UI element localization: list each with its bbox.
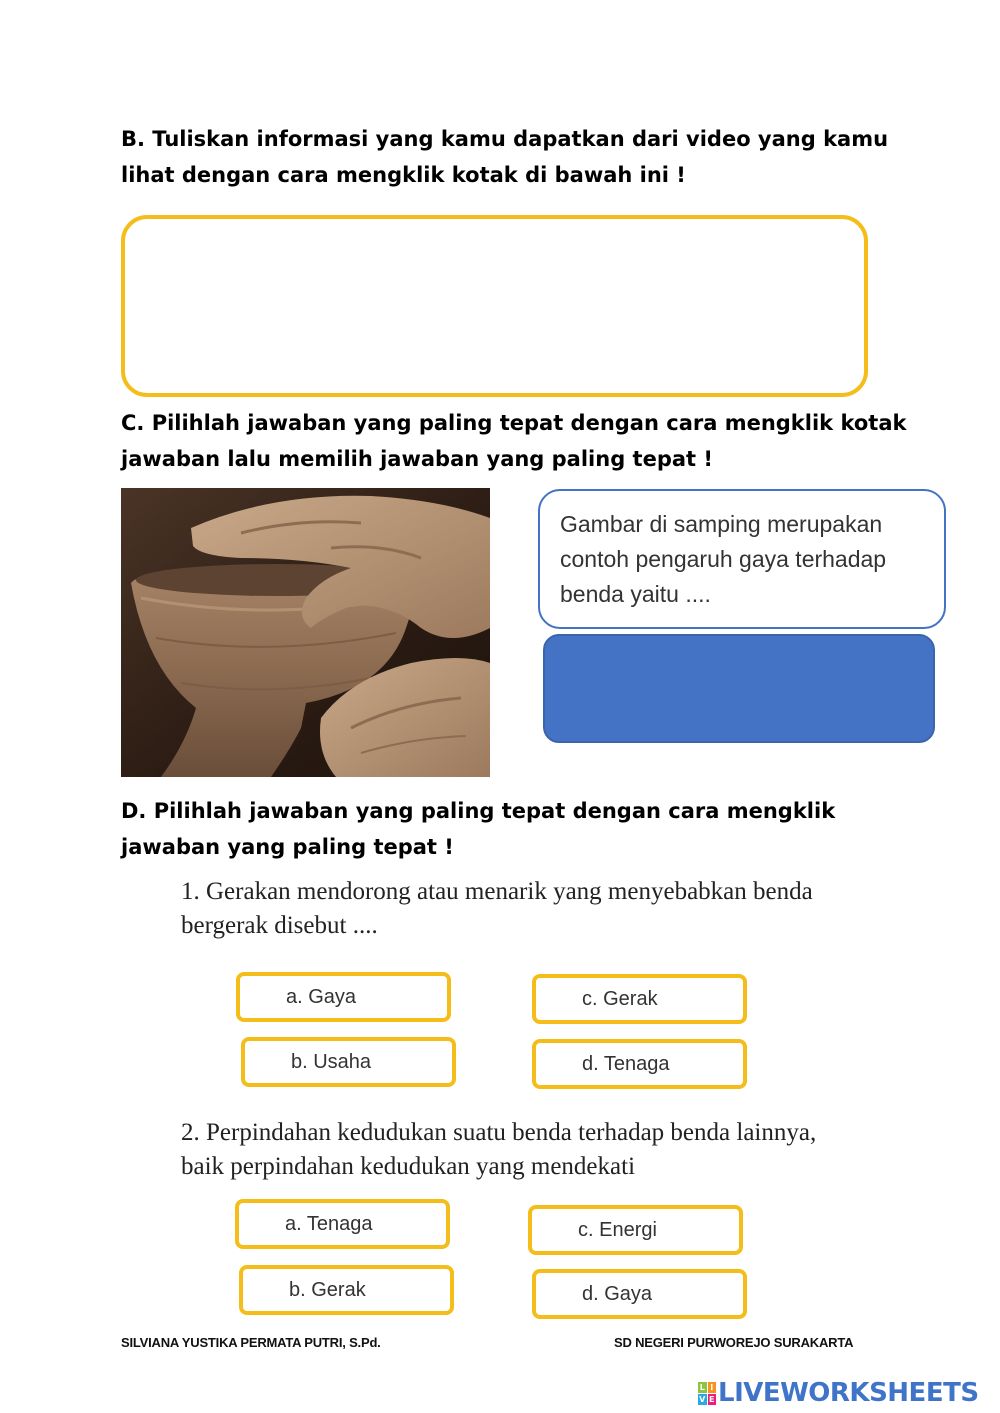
logo-letter-i: I (708, 1382, 717, 1393)
video-info-textbox[interactable] (121, 215, 868, 397)
section-d-heading-line2: jawaban yang paling tepat ! (121, 835, 454, 859)
question-1-line2: bergerak disebut .... (181, 912, 378, 939)
question-2-line1: 2. Perpindahan kedudukan suatu benda terhadap benda lainnya, (181, 1119, 817, 1146)
pottery-image (121, 488, 490, 777)
section-d-heading (121, 793, 835, 865)
question-1-line1: 1. Gerakan mendorong atau menarik yang menyebabkan benda (181, 878, 813, 905)
q2-option-c[interactable]: c. Energi (528, 1205, 743, 1255)
section-c-heading (121, 405, 906, 477)
logo-mark-icon (698, 1382, 716, 1404)
q1-option-a[interactable]: a. Gaya (236, 972, 451, 1022)
answer-dropdown[interactable] (543, 634, 935, 743)
footer-author: SILVIANA YUSTIKA PERMATA PUTRI, S.Pd. (121, 1335, 381, 1350)
section-b-heading-line1: B. Tuliskan informasi yang kamu dapatkan dari video yang kamu (121, 127, 889, 151)
section-d-heading-line1: D. Pilihlah jawaban yang paling tepat dengan cara mengklik (121, 799, 836, 823)
callout-line3: benda yaitu .... (560, 581, 711, 607)
question-callout (538, 489, 946, 629)
logo-letter-e: E (709, 1395, 715, 1404)
q2-option-d[interactable]: d. Gaya (532, 1269, 747, 1319)
section-c-heading-line2: jawaban lalu memilih jawaban yang paling tepat ! (121, 447, 713, 471)
callout-line1: Gambar di samping merupakan (560, 511, 883, 537)
logo-letter-v: V (699, 1395, 706, 1404)
question-2 (181, 1116, 816, 1184)
section-c-heading-line1: C. Pilihlah jawaban yang paling tepat dengan cara mengklik kotak (121, 411, 907, 435)
logo-text: LIVEWORKSHEETS (718, 1378, 979, 1408)
question-2-line2: baik perpindahan kedudukan yang mendekati (181, 1153, 636, 1180)
q1-option-b[interactable]: b. Usaha (241, 1037, 456, 1087)
callout-line2: contoh pengaruh gaya terhadap (560, 546, 887, 572)
section-b-heading-line2: lihat dengan cara mengklik kotak di bawah ini ! (121, 163, 686, 187)
logo-letter-l: L (699, 1383, 705, 1392)
q1-option-c[interactable]: c. Gerak (532, 974, 747, 1024)
q1-option-d[interactable]: d. Tenaga (532, 1039, 747, 1089)
q2-option-b[interactable]: b. Gerak (239, 1265, 454, 1315)
liveworksheets-logo[interactable] (698, 1378, 979, 1408)
section-b-heading (121, 121, 888, 193)
footer-school: SD NEGERI PURWOREJO SURAKARTA (614, 1335, 854, 1350)
q2-option-a[interactable]: a. Tenaga (235, 1199, 450, 1249)
question-1 (181, 875, 813, 943)
